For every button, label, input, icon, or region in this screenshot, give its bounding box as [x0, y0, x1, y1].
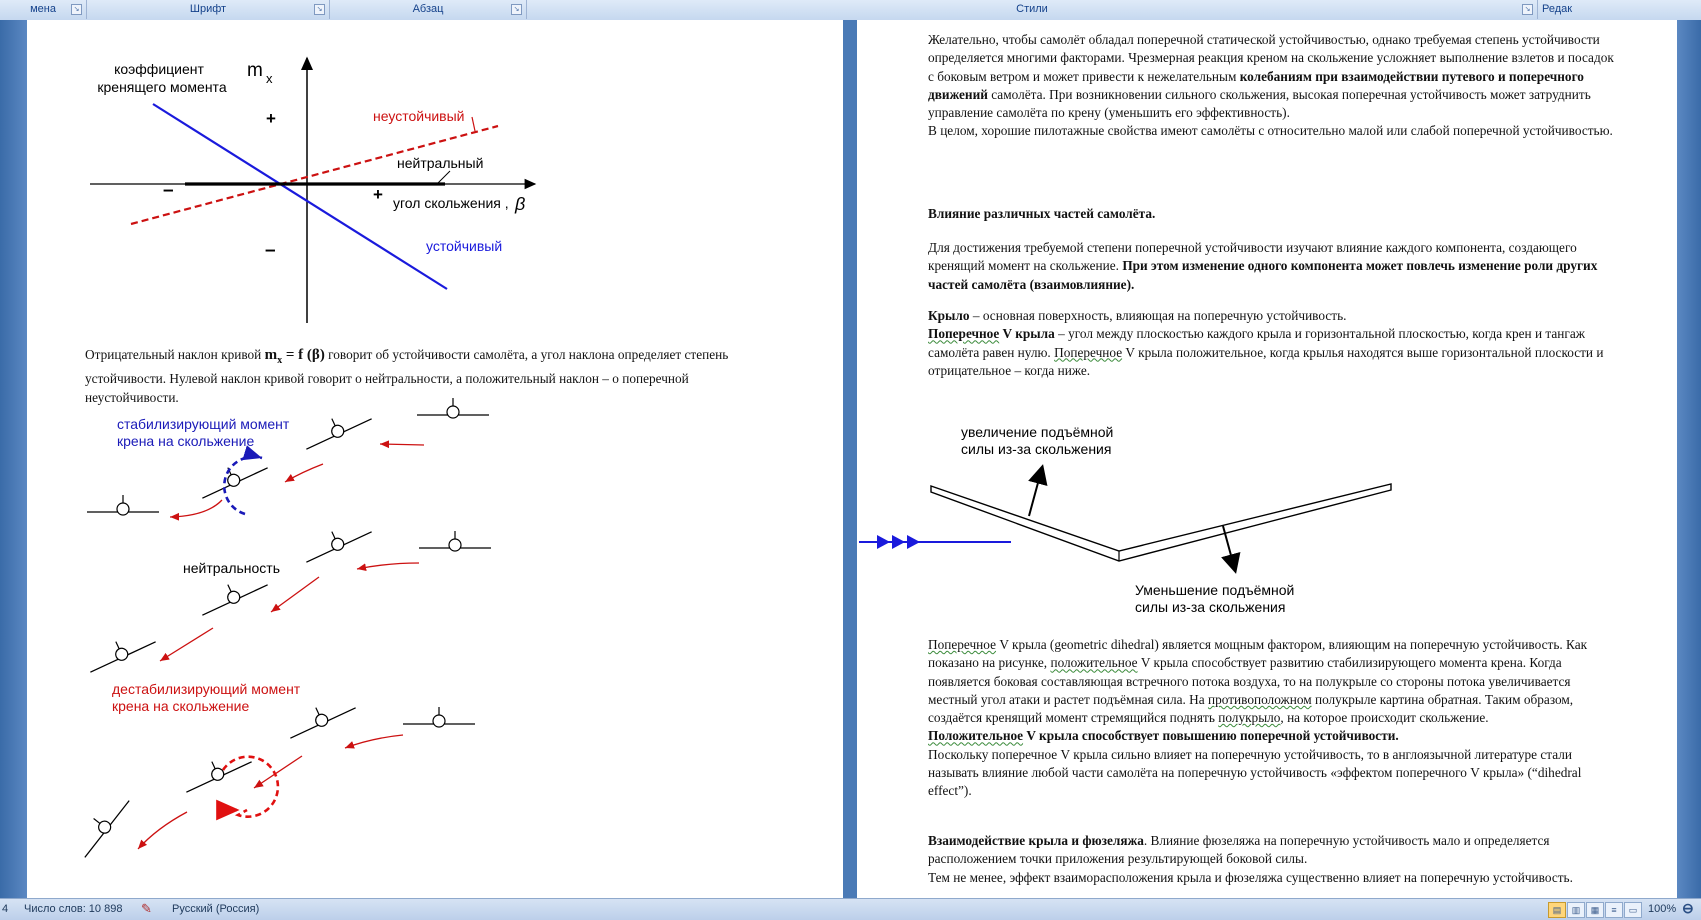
print-layout-icon[interactable]: ▤	[1548, 902, 1566, 918]
minus-x-sign: –	[163, 180, 174, 201]
paragraph-text: Желательно, чтобы самолёт обладал поперечной статической устойчивостью, однако требуемая степень устойчивости определяется многими факторами. Чрезмерная реакция креном на скольжение усложняет выполнение взлетов и посадок с боковым ветром и может привести к нежелательным	[928, 32, 1614, 84]
ribbon-group-label: мена	[30, 3, 56, 15]
aircraft-icon	[179, 746, 253, 795]
paragraph-text: – угол между плоскостью каждого крыла и горизонтальной плоскостью, когда крен и тангаж самолёта равен нулю.	[928, 326, 1585, 360]
underlined-text: противоположном	[1207, 691, 1312, 707]
dialog-launcher-icon[interactable]: ↘	[314, 4, 325, 15]
wing-dihedral-figure	[857, 400, 1677, 620]
workspace-background	[1677, 20, 1701, 898]
underlined-text: Поперечное	[1054, 344, 1123, 360]
paragraph-text: Поскольку поперечное V крыла сильно влияет на поперечную устойчивость, то в англоязычной литературе стали называть влияние любой части самолёта на поперечную устойчивость «эффектом поперечного V крыла» (“dihedral effect”).	[928, 746, 1582, 799]
y-axis-label: m	[247, 60, 263, 81]
airflow-arrow	[271, 577, 319, 612]
bold-text: колебаниям при взаимодействии путевого и поперечного движений	[928, 68, 1584, 102]
components-paragraph	[928, 239, 1618, 294]
plus-x-sign: +	[373, 185, 383, 204]
formula-rest: = f (β)	[282, 347, 325, 363]
ribbon-group-label: Абзац	[412, 3, 444, 15]
ribbon-group-label: Шрифт	[189, 3, 227, 15]
lift-increase-label-line2: силы из-за скольжения	[961, 441, 1112, 457]
stab-label-line1: стабилизирующий момент	[117, 416, 290, 432]
ribbon-group-font	[87, 0, 330, 19]
airflow-arrow	[285, 464, 323, 482]
heading-text: Влияние различных частей самолёта.	[928, 206, 1156, 221]
dihedral-paragraph	[928, 636, 1618, 801]
paragraph-text: Для достижения требуемой степени поперечной устойчивости изучают влияние каждого компонента, создающего кренящий момент на скольжение.	[928, 240, 1577, 274]
bold-text: При этом изменение одного компонента может повлечь изменение роли других частей самолёта (взаимовлияние).	[928, 258, 1598, 292]
page-gap	[843, 20, 857, 898]
lift-decrease-label-line1: Уменьшение подъёмной	[1135, 582, 1295, 598]
zoom-out-icon[interactable]: ⊖	[1682, 900, 1694, 916]
y-axis-subscript: x	[266, 71, 273, 86]
lift-increase-label-line1: увеличение подъёмной	[961, 424, 1114, 440]
page-number[interactable]: 4	[2, 903, 9, 915]
aircraft-icon	[83, 626, 157, 675]
ribbon-group-bar	[0, 0, 1701, 21]
language-indicator[interactable]: Русский (Россия)	[172, 903, 260, 915]
bold-text: V крыла способствует повышению поперечной устойчивости.	[1023, 728, 1399, 744]
paragraph-text: В целом, хорошие пилотажные свойства имеют самолёты с относительно малой или слабой поперечной устойчивостью.	[928, 123, 1613, 139]
stability-chart	[27, 20, 843, 898]
airflow-arrow	[380, 444, 424, 445]
sideslip-flow-arrowheads	[877, 535, 920, 549]
airflow-arrow	[138, 812, 187, 849]
aircraft-icon	[419, 531, 491, 551]
document-page-right[interactable]	[857, 20, 1677, 898]
word-count[interactable]: Число слов: 10 898	[24, 903, 123, 915]
outline-icon[interactable]: ≡	[1605, 902, 1623, 918]
paragraph-text: V крыла способствует развитию стабилизирующего момента крена. Когда появляется боковая составляющая встречного потока воздуха, то на полукрыле со стороны потока увеличивается местный угол атаки и растет подъёмная сила. На	[928, 655, 1571, 707]
paragraph-text: , на которое происходит скольжение.	[1280, 710, 1489, 726]
x-axis-label: угол скольжения ,	[393, 195, 509, 211]
ribbon-group-editing	[1538, 0, 1701, 19]
paragraph-text: самолёта. При возникновении сильного скольжения, высокая поперечная устойчивость может затруднить управление самолёта по крену (уменьшить его эффективность).	[928, 86, 1591, 121]
workspace-background	[0, 20, 27, 898]
dialog-launcher-icon[interactable]: ↘	[511, 4, 522, 15]
unstable-leader	[472, 117, 475, 131]
ribbon-group-styles	[527, 0, 1538, 19]
stability-intro-paragraph	[928, 31, 1618, 141]
full-screen-reading-icon[interactable]: ▥	[1567, 902, 1585, 918]
aircraft-icon	[403, 707, 475, 727]
neutral-label: нейтральный	[397, 155, 484, 171]
aircraft-icon	[87, 495, 159, 515]
aircraft-icon	[195, 569, 269, 618]
destab-label-line1: дестабилизирующий момент	[112, 681, 301, 697]
dialog-launcher-icon[interactable]: ↘	[1522, 4, 1533, 15]
airflow-arrow	[170, 500, 222, 517]
ribbon-group-paragraph	[330, 0, 527, 19]
underlined-text: положительное	[1050, 655, 1138, 671]
airflow-arrow	[160, 628, 213, 661]
airflow-arrow	[357, 563, 419, 569]
ribbon-group-label: Редак	[1542, 3, 1573, 15]
lift-decrease-label-line2: силы из-за скольжения	[1135, 599, 1286, 615]
ribbon-group-label: Стили	[1016, 3, 1048, 15]
underlined-text: полукрыло	[1218, 710, 1281, 726]
wing-outline	[931, 484, 1391, 561]
aircraft-icon	[71, 790, 131, 859]
paragraph-text: – основная поверхность, влияющая на поперечную устойчивость.	[969, 308, 1347, 323]
aircraft-icon	[195, 452, 269, 501]
stab-label-line2: крена на скольжение	[117, 433, 255, 449]
plus-y-sign: +	[266, 109, 276, 128]
unstable-label: неустойчивый	[373, 108, 465, 124]
underlined-text: Поперечное	[928, 637, 997, 652]
web-layout-icon[interactable]: ▦	[1586, 902, 1604, 918]
neutral-diagram-label: нейтральность	[183, 560, 281, 576]
document-page-left[interactable]	[27, 20, 843, 898]
zoom-level[interactable]: 100%	[1648, 903, 1677, 915]
formula-m: m	[264, 347, 278, 363]
paragraph-text: V крыла положительное, когда крылья находятся выше горизонтальной плоскости и отрицательное – когда ниже.	[928, 344, 1604, 378]
paragraph-text: Тем не менее, эффект взаиморасположения крыла и фюзеляжа существенно влияет на поперечную устойчивость.	[928, 869, 1573, 885]
destab-label-line2: крена на скольжение	[112, 698, 250, 714]
draft-icon[interactable]: ▭	[1624, 902, 1642, 918]
ribbon-group-clipboard	[0, 0, 87, 19]
aircraft-icon	[299, 403, 373, 452]
airflow-arrow	[345, 735, 403, 748]
aircraft-icon	[299, 516, 373, 565]
bold-text: Крыло	[928, 308, 970, 323]
minus-y-sign: –	[265, 240, 276, 261]
slope-explanation-paragraph	[85, 346, 785, 407]
paragraph-text: говорит об устойчивости самолёта, а угол наклона определяет степень устойчивости. Нулевой наклон кривой говорит о нейтральности, а положительный наклон – о поперечной неустойчивости.	[85, 347, 729, 405]
lift-up-arrow	[1029, 468, 1042, 516]
paragraph-text: Отрицательный наклон кривой	[85, 347, 265, 362]
destabilizing-moment-arrow	[223, 757, 278, 817]
spellcheck-icon[interactable]: ✎	[141, 901, 152, 916]
dialog-launcher-icon[interactable]: ↘	[71, 4, 82, 15]
neutral-leader	[437, 171, 450, 184]
beta-symbol: β	[515, 194, 526, 214]
status-bar	[0, 898, 1701, 920]
coef-label-line2: кренящего момента	[97, 79, 227, 95]
bold-underlined-text: Поперечное	[928, 326, 1000, 342]
coef-label-line1: коэффициент	[114, 61, 204, 77]
wing-paragraph	[928, 307, 1618, 380]
section-heading	[928, 205, 1618, 223]
bold-text: Взаимодействие крыла и фюзеляжа	[928, 833, 1144, 848]
stable-label: устойчивый	[426, 238, 503, 254]
bold-text: V крыла	[999, 326, 1055, 342]
aircraft-icon	[283, 692, 357, 741]
paragraph-text: V крыла (geometric dihedral) является мощным фактором, влияющим на поперечную устойчивость. Как показано на рисунке,	[928, 637, 1588, 671]
wing-fuselage-paragraph	[928, 832, 1618, 887]
paragraph-text: . Влияние фюзеляжа на поперечную устойчивость мало и определяется расположением точки приложения результирующей боковой силы.	[928, 833, 1550, 867]
bold-underlined-text: Положительное	[928, 728, 1024, 744]
paragraph-text: полукрыле картина обратная. Таким образом, создаётся кренящий момент стремящийся поднять	[928, 691, 1574, 726]
formula-subscript: x	[277, 355, 283, 366]
